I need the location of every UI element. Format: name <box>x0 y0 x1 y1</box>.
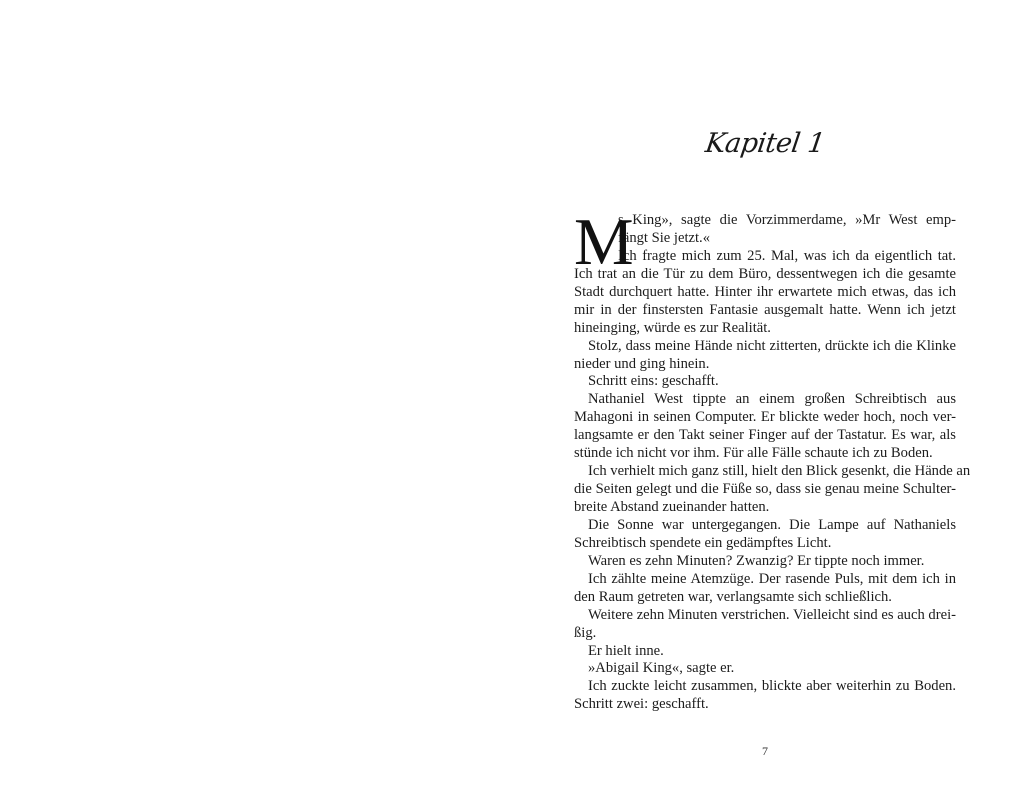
drop-cap: M <box>574 205 634 279</box>
text-line: Schreibtisch spendete ein gedämpftes Licht. <box>574 534 832 551</box>
chapter-title: Kapitel 1 <box>703 128 827 159</box>
text-line: Ich trat an die Tür zu dem Büro, dessentwegen ich die gesamte <box>574 265 956 282</box>
text-line: Ich fragte mich zum 25. Mal, was ich da eigentlich tat. <box>618 247 956 264</box>
text-line: stünde ich nicht vor ihm. Für alle Fälle schaute ich zu Boden. <box>574 445 933 462</box>
text-line: die Seiten gelegt und die Füße so, dass sie genau meine Schulter- <box>574 481 956 498</box>
text-line: langsamte er den Takt seiner Finger auf der Tastatur. Es war, als <box>574 427 956 444</box>
text-line: ßig. <box>574 624 597 641</box>
text-line: mir in der finstersten Fantasie ausgemalt hatte. Wenn ich jetzt <box>574 301 956 318</box>
text-line: »Abigail King«, sagte er. <box>588 660 735 677</box>
text-line: Waren es zehn Minuten? Zwanzig? Er tippte noch immer. <box>588 552 925 569</box>
text-line: Ich verhielt mich ganz still, hielt den Blick gesenkt, die Hände an <box>588 463 971 480</box>
text-line: Die Sonne war untergegangen. Die Lampe auf Nathaniels <box>588 516 956 533</box>
text-line: hineinging, würde es zur Realität. <box>574 319 771 336</box>
text-line: s King», sagte die Vorzimmerdame, »Mr West emp- <box>618 212 956 228</box>
text-line: Er hielt inne. <box>588 642 664 659</box>
text-line: Mahagoni in seinen Computer. Er blickte weder hoch, noch ver- <box>574 409 956 426</box>
text-line: Ich zuckte leicht zusammen, blickte aber weiterhin zu Boden. <box>588 678 956 695</box>
body-text <box>574 205 971 714</box>
text-line: nieder und ging hinein. <box>574 355 710 372</box>
text-line: Weitere zehn Minuten verstrichen. Vielleicht sind es auch drei- <box>588 606 956 623</box>
text-line: breite Abstand zueinander hatten. <box>574 499 770 515</box>
text-line: Schritt zwei: geschafft. <box>574 696 709 713</box>
text-line: Stolz, dass meine Hände nicht zitterten, drückte ich die Klinke <box>588 337 956 354</box>
text-line: Schritt eins: geschafft. <box>588 373 719 390</box>
text-line: Ich zählte meine Atemzüge. Der rasende Puls, mit dem ich in <box>588 570 956 587</box>
text-line: fängt Sie jetzt.« <box>618 229 710 246</box>
text-line: Nathaniel West tippte an einem großen Schreibtisch aus <box>588 391 956 408</box>
text-line: Stadt durchquert hatte. Hinter ihr erwartete mich etwas, das ich <box>574 283 956 300</box>
text-line: den Raum getreten war, verlangsamte sich schließlich. <box>574 588 892 605</box>
page-number: 7 <box>762 744 768 758</box>
